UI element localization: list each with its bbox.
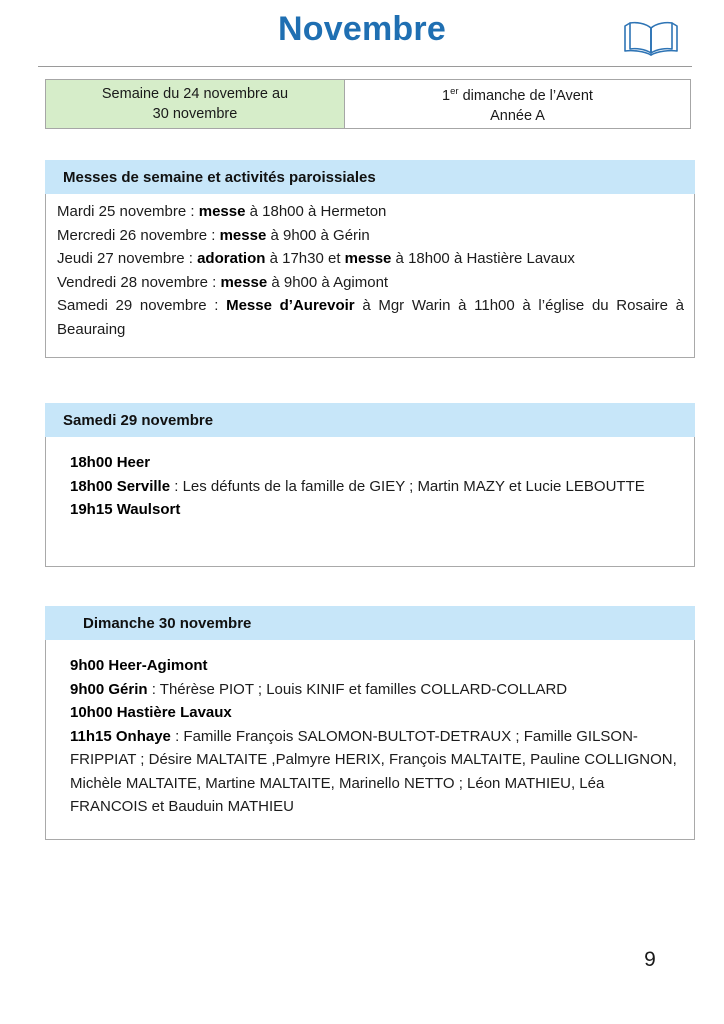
section-body-weekday-masses — [45, 194, 695, 358]
ordinal-suffix: er — [450, 86, 459, 98]
page-header — [0, 0, 724, 72]
schedule-line: 11h15 Onhaye : Famille François SALOMON-BULTOT-DETRAUX ; Famille GILSON-FRIPPIAT ; Désire MALTAITE ,Palmyre HERIX, François MALTAITE, Pauline COLLIGNON, Michèle MALTAITE, Martine MALTAITE, Marinello NETTO ; Léon MATHIEU, Léa FRANCOIS et Bauduin MATHIEU — [70, 727, 677, 815]
schedule-line: Samedi 29 novembre : Messe d’Aurevoir à Mgr Warin à 11h00 à l’église du Rosaire à Beauraing — [57, 297, 684, 338]
section-body-saturday — [45, 437, 695, 567]
schedule-line: 9h00 Gérin : Thérèse PIOT ; Louis KINIF et familles COLLARD-COLLARD — [70, 680, 568, 698]
schedule-line: Vendredi 28 novembre : messe à 9h00 à Agimont — [57, 273, 389, 291]
schedule-line: 19h15 Waulsort — [70, 501, 181, 518]
schedule-line: 9h00 Heer-Agimont — [70, 657, 208, 674]
page-title: Novembre — [278, 10, 446, 48]
schedule-line: 18h00 Heer — [70, 454, 151, 471]
ordinal-number: 1 — [442, 87, 451, 104]
liturgical-day-line1 — [442, 88, 593, 104]
section-saturday — [45, 403, 695, 567]
liturgical-day-text: dimanche de l’Avent — [458, 87, 593, 104]
section-heading-saturday: Samedi 29 novembre — [45, 403, 695, 437]
schedule-line: Mercredi 26 novembre : messe à 9h00 à Gérin — [57, 226, 370, 244]
schedule-line: Mardi 25 novembre : messe à 18h00 à Hermeton — [57, 203, 387, 220]
section-body-sunday — [45, 640, 695, 840]
section-sunday — [45, 606, 695, 840]
open-book-icon — [620, 18, 682, 58]
schedule-line: 10h00 Hastière Lavaux — [70, 704, 232, 721]
header-divider — [38, 66, 692, 67]
schedule-line: 18h00 Serville : Les défunts de la famille de GIEY ; Martin MAZY et Lucie LEBOUTTE — [70, 477, 645, 495]
week-range-line2: 30 novembre — [152, 106, 238, 122]
week-info-band — [45, 79, 691, 129]
schedule-line: Jeudi 27 novembre : adoration à 17h30 et messe à 18h00 à Hastière Lavaux — [57, 250, 575, 267]
section-heading-sunday: Dimanche 30 novembre — [45, 606, 695, 640]
liturgical-day-cell — [345, 80, 690, 128]
page-number: 9 — [644, 948, 656, 971]
week-range-line1: Semaine du 24 novembre au — [101, 86, 289, 102]
liturgical-year: Année A — [490, 107, 545, 124]
section-weekday-masses — [45, 160, 695, 358]
section-heading-weekday-masses: Messes de semaine et activités paroissiales — [45, 160, 695, 194]
week-range-cell — [46, 80, 345, 128]
